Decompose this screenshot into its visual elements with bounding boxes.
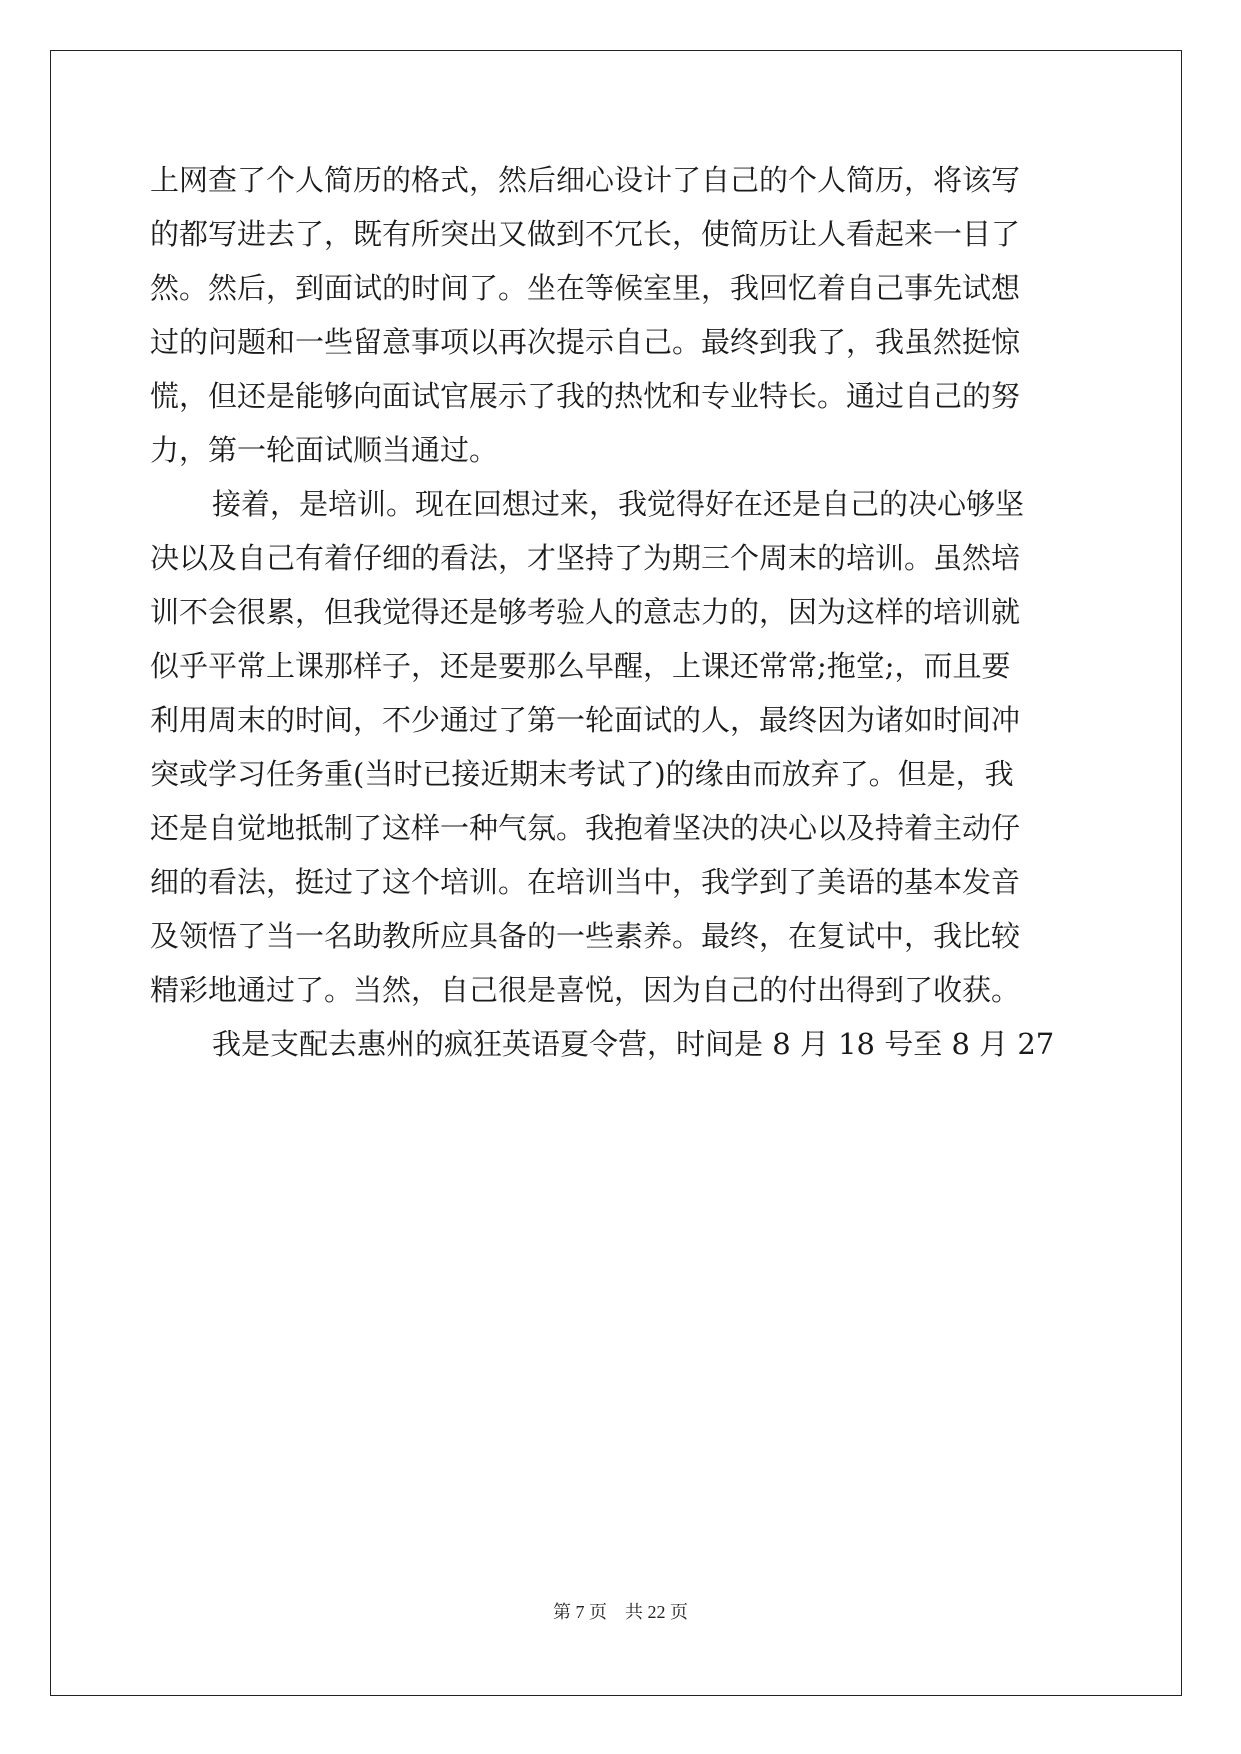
text-line-paragraph-start: 我是支配去惠州的疯狂英语夏令营，时间是 8 月 18 号至 8 月 27: [212, 1027, 1055, 1061]
text-line: 利用周末的时间，不少通过了第一轮面试的人，最终因为诸如时间冲: [150, 703, 1021, 737]
text-line: 及领悟了当一名助教所应具备的一些素养。最终，在复试中，我比较: [150, 919, 1021, 953]
text-line: 的都写进去了，既有所突出又做到不冗长，使简历让人看起来一目了: [150, 217, 1021, 251]
text-line: 然。然后，到面试的时间了。坐在等候室里，我回忆着自己事先试想: [150, 271, 1021, 305]
page-number: 第 7 页: [553, 1602, 607, 1622]
page-total: 共 22 页: [625, 1602, 688, 1622]
text-line: 慌，但还是能够向面试官展示了我的热忱和专业特长。通过自己的努: [150, 379, 1021, 413]
text-line: 上网查了个人简历的格式，然后细心设计了自己的个人简历，将该写: [150, 163, 1021, 197]
text-line: 细的看法，挺过了这个培训。在培训当中，我学到了美语的基本发音: [150, 865, 1021, 899]
text-line-paragraph-start: 接着，是培训。现在回想过来，我觉得好在还是自己的决心够坚: [212, 487, 1025, 521]
text-line: 训不会很累，但我觉得还是够考验人的意志力的，因为这样的培训就: [150, 595, 1021, 629]
text-line: 精彩地通过了。当然，自己很是喜悦，因为自己的付出得到了收获。: [150, 973, 1021, 1007]
text-line: 似乎平常上课那样子，还是要那么早醒，上课还常常;拖堂;，而且要: [150, 649, 1011, 683]
text-line: 突或学习任务重(当时已接近期末考试了)的缘由而放弃了。但是，我: [150, 757, 1014, 791]
text-line: 过的问题和一些留意事项以再次提示自己。最终到我了，我虽然挺惊: [150, 325, 1021, 359]
text-line: 决以及自己有着仔细的看法，才坚持了为期三个周末的培训。虽然培: [150, 541, 1021, 575]
page-footer: [0, 1598, 1241, 1624]
text-line: 力，第一轮面试顺当通过。: [150, 433, 499, 467]
text-line: 还是自觉地抵制了这样一种气氛。我抱着坚决的决心以及持着主动仔: [150, 811, 1021, 845]
